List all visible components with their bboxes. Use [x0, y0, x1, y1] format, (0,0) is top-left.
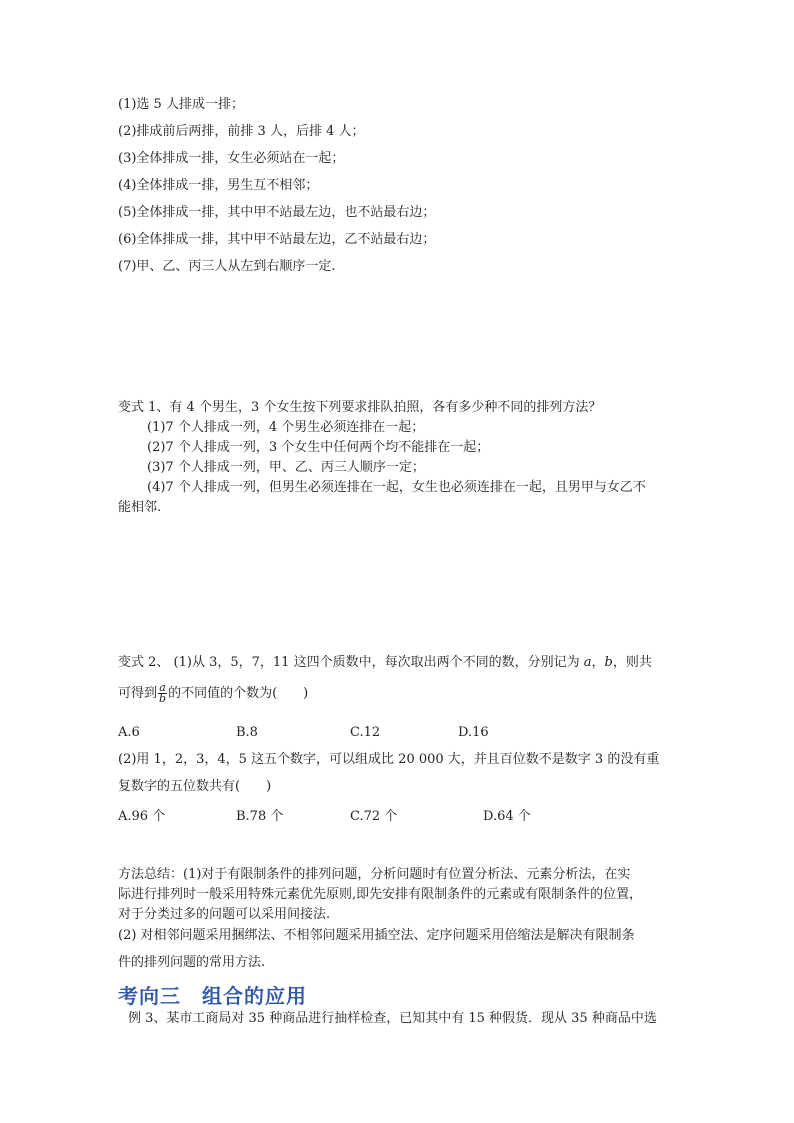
variant2-q1-line2 — [118, 683, 308, 705]
variant2-q2-line2: 复数字的五位数共有( ) — [118, 779, 272, 794]
q2-option-b: B.78 个 — [236, 809, 284, 824]
summary-line: 际进行排列时一般采用特殊元素优先原则,即先安排有限制条件的元素或有限制条件的位置， — [118, 887, 643, 902]
variant1-item: (2)7 个人排成一列，3 个女生中任何两个均不能排在一起； — [147, 440, 490, 455]
var-a: a — [583, 655, 592, 670]
part1-line: (2)排成前后两排，前排 3 人，后排 4 人； — [118, 124, 365, 139]
summary-line: (2) 对相邻问题采用捆绑法、不相邻问题采用插空法、定序问题采用倍缩法是解决有限制条 — [118, 928, 635, 943]
q1-option-c: C.12 — [350, 725, 381, 740]
fraction-numerator: a — [159, 681, 166, 694]
q2-option-a: A.96 个 — [118, 809, 166, 824]
summary-line: 件的排列问题的常用方法. — [118, 955, 266, 970]
variant2-q2-line1: (2)用 1，2，3，4，5 这五个数字，可以组成比 20 000 大，并且百位数不是数字 3 的没有重 — [118, 752, 660, 767]
part1-line: (3)全体排成一排，女生必须站在一起； — [118, 151, 345, 166]
section-heading: 考向三 组合的应用 — [118, 984, 307, 1008]
part1-line: (1)选 5 人排成一排； — [118, 97, 244, 112]
q1-line2-end: 的不同值的个数为( ) — [168, 686, 309, 701]
q2-option-c: C.72 个 — [350, 809, 398, 824]
variant2-q1-line1 — [118, 655, 652, 671]
comma: ， — [591, 655, 605, 670]
q1-option-d: D.16 — [458, 725, 489, 740]
variant1-item: (3)7 个人排成一列，甲、乙、丙三人顺序一定； — [147, 460, 425, 475]
part1-line: (4)全体排成一排，男生互不相邻； — [118, 178, 319, 193]
q1-option-a: A.6 — [118, 725, 140, 740]
summary-line: 对于分类过多的问题可以采用间接法. — [118, 907, 331, 922]
q1-line2-start: 可得到 — [118, 686, 158, 701]
var-b: b — [604, 655, 613, 670]
part1-line: (5)全体排成一排，其中甲不站最左边，也不站最右边； — [118, 205, 436, 220]
summary-line: 方法总结：(1)对于有限制条件的排列问题，分析问题时有位置分析法、元素分析法，在实 — [118, 867, 631, 882]
variant1-title: 变式 1、有 4 个男生，3 个女生按下列要求排队拍照，各有多少种不同的排列方法？ — [118, 400, 602, 415]
q1-text: 变式 2、 (1)从 3，5，7，11 这四个质数中，每次取出两个不同的数，分别记为 — [118, 655, 584, 670]
variant1-item: (1)7 个人排成一列，4 个男生必须连排在一起； — [147, 420, 425, 435]
variant1-continuation: 能相邻. — [118, 500, 162, 515]
q1-option-b: B.8 — [236, 725, 258, 740]
example3-line: 例 3、某市工商局对 35 种商品进行抽样检查，已知其中有 15 种假货．现从 35 种商品中选 — [128, 1011, 657, 1026]
fraction-a-over-b — [158, 683, 167, 704]
fraction-denominator: b — [159, 692, 167, 705]
variant1-item: (4)7 个人排成一列，但男生必须连排在一起，女生也必须连排在一起，且男甲与女乙不 — [147, 480, 646, 495]
q1-text-end: ，则共 — [612, 655, 652, 670]
part1-line: (7)甲、乙、丙三人从左到右顺序一定. — [118, 259, 336, 274]
part1-line: (6)全体排成一排，其中甲不站最左边，乙不站最右边； — [118, 232, 436, 247]
q2-option-d: D.64 个 — [483, 809, 531, 824]
